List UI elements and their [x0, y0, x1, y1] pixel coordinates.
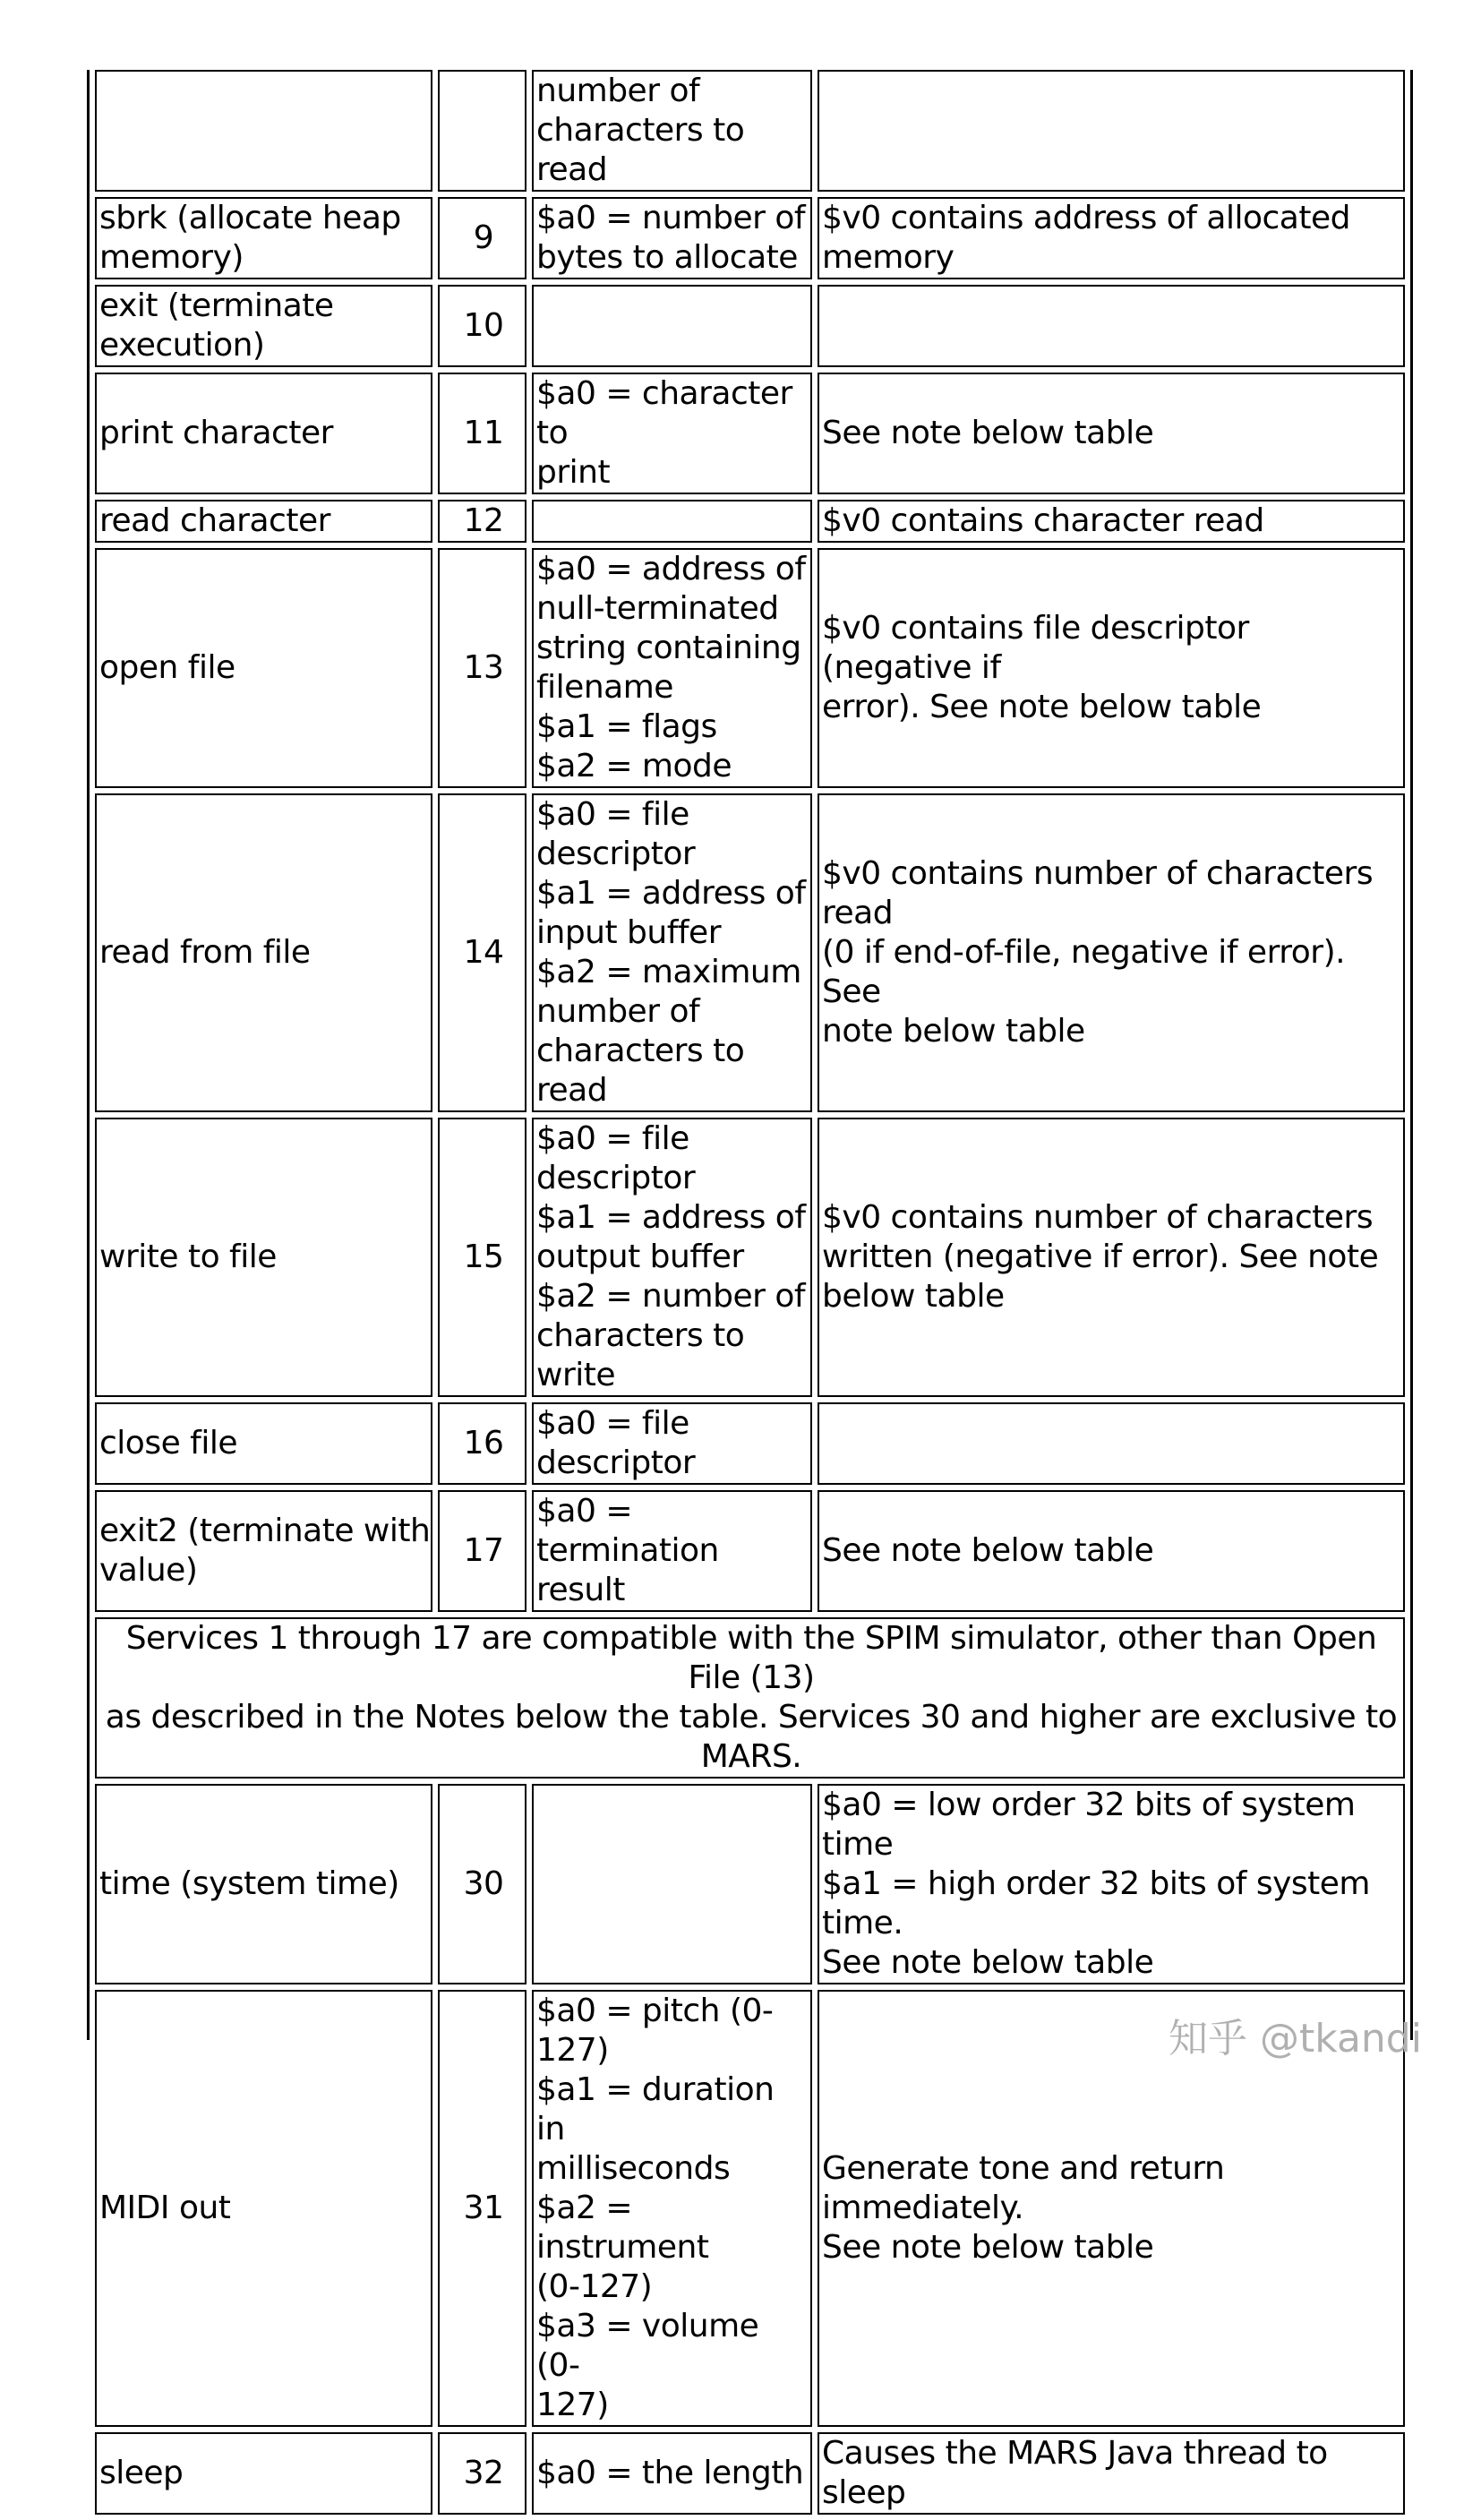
watermark-text: 知乎 @tkandi: [1169, 2016, 1422, 2061]
service-name-cell-line: write to file: [99, 1239, 277, 1275]
service-name-cell-line: value): [99, 1552, 198, 1589]
result-cell-line: $a1 = high order 32 bits of system time.: [822, 1865, 1370, 1941]
note-line: Services 1 through 17 are compatible with the SPIM simulator, other than Open File (13): [125, 1620, 1377, 1696]
arguments-cell-line: descriptor: [536, 1444, 696, 1481]
arguments-cell: [532, 1990, 812, 2427]
service-code-cell: 15: [438, 1118, 526, 1397]
service-name-cell-line: read character: [99, 502, 330, 539]
note-line: as described in the Notes below the table. Services 30 and higher are exclusive to MARS.: [105, 1699, 1398, 1775]
service-name-cell: [95, 373, 432, 494]
result-cell: [818, 1490, 1405, 1612]
syscall-row: [95, 1402, 1405, 1485]
arguments-cell-line: $a0 = pitch (0-: [536, 1993, 774, 2029]
syscall-row: [95, 2432, 1405, 2515]
arguments-cell-line: $a0 = file: [536, 1120, 689, 1157]
syscall-row: [95, 285, 1405, 367]
arguments-cell-line: (0-127): [536, 2268, 653, 2305]
syscall-table-body-bottom: [95, 1784, 1405, 2515]
service-name-cell-line: print character: [99, 415, 333, 451]
arguments-cell-line: input buffer: [536, 914, 722, 951]
arguments-cell: [532, 197, 812, 279]
result-cell-line: Generate tone and return immediately.: [822, 2150, 1225, 2226]
result-cell: [818, 70, 1405, 192]
arguments-cell-line: $a0 = file: [536, 796, 689, 833]
service-code-cell: 31: [438, 1990, 526, 2427]
result-cell-line: memory: [822, 239, 955, 276]
syscall-table-body-top: [95, 70, 1405, 1612]
arguments-cell-line: $a1 = flags: [536, 708, 717, 745]
arguments-cell-line: 127): [536, 2387, 609, 2423]
syscall-row: [95, 197, 1405, 279]
result-cell: [818, 373, 1405, 494]
result-cell: [818, 1118, 1405, 1397]
service-name-cell: [95, 197, 432, 279]
result-cell-line: written (negative if error). See note: [822, 1239, 1379, 1275]
service-name-cell: [95, 1402, 432, 1485]
compatibility-note-row: [95, 1617, 1405, 1779]
result-cell: [818, 793, 1405, 1112]
result-cell-line: See note below table: [822, 1532, 1154, 1569]
arguments-cell-line: milliseconds: [536, 2150, 731, 2187]
arguments-cell: [532, 70, 812, 192]
service-code-cell: 10: [438, 285, 526, 367]
result-cell: [818, 1402, 1405, 1485]
arguments-cell-line: $a2 = number of: [536, 1278, 806, 1315]
service-code-cell: [438, 70, 526, 192]
service-code-cell: 13: [438, 548, 526, 788]
arguments-cell-line: $a0 = character to: [536, 375, 792, 451]
arguments-cell: [532, 500, 812, 543]
syscall-table: [90, 64, 1410, 2520]
arguments-cell-line: characters to read: [536, 112, 745, 188]
arguments-cell-line: characters to write: [536, 1317, 745, 1393]
arguments-cell-line: $a2 = instrument: [536, 2190, 709, 2266]
result-cell: [818, 548, 1405, 788]
result-cell-line: (0 if end-of-file, negative if error). See: [822, 934, 1346, 1010]
service-name-cell-line: execution): [99, 327, 265, 364]
arguments-cell-line: characters to read: [536, 1033, 745, 1109]
arguments-cell-line: number of: [536, 993, 700, 1030]
service-name-cell-line: exit2 (terminate with: [99, 1513, 431, 1549]
service-name-cell: [95, 1784, 432, 1984]
arguments-cell-line: result: [536, 1572, 625, 1608]
result-cell-line: $v0 contains address of allocated: [822, 200, 1350, 236]
service-name-cell-line: MIDI out: [99, 2190, 231, 2226]
arguments-cell-line: $a2 = mode: [536, 748, 732, 784]
syscall-row: [95, 1784, 1405, 1984]
arguments-cell: [532, 1490, 812, 1612]
service-name-cell-line: exit (terminate: [99, 287, 334, 324]
service-name-cell: [95, 1118, 432, 1397]
arguments-cell: [532, 793, 812, 1112]
syscall-table-note: [95, 1617, 1405, 1779]
service-code-cell: 30: [438, 1784, 526, 1984]
result-cell-line: $v0 contains number of characters: [822, 1199, 1374, 1236]
syscall-row: [95, 793, 1405, 1112]
arguments-cell-line: bytes to allocate: [536, 239, 798, 276]
syscall-row: [95, 1490, 1405, 1612]
service-name-cell: [95, 1490, 432, 1612]
service-name-cell-line: open file: [99, 649, 235, 686]
arguments-cell-line: print: [536, 454, 611, 491]
service-name-cell: [95, 793, 432, 1112]
service-code-cell: 9: [438, 197, 526, 279]
arguments-cell-line: $a3 = volume (0-: [536, 2308, 759, 2384]
service-code-cell: 11: [438, 373, 526, 494]
service-name-cell: [95, 1990, 432, 2427]
result-cell: [818, 500, 1405, 543]
arguments-cell-line: $a0 = number of: [536, 200, 806, 236]
arguments-cell: [532, 548, 812, 788]
result-cell: [818, 1784, 1405, 1984]
arguments-cell-line: 127): [536, 2032, 609, 2069]
service-name-cell-line: read from file: [99, 934, 311, 971]
result-cell-line: $v0 contains character read: [822, 502, 1264, 539]
service-code-cell: 16: [438, 1402, 526, 1485]
service-code-cell: 12: [438, 500, 526, 543]
service-name-cell: [95, 500, 432, 543]
arguments-cell: [532, 373, 812, 494]
arguments-cell: [532, 1402, 812, 1485]
result-cell: [818, 197, 1405, 279]
result-cell-line: See note below table: [822, 2229, 1154, 2266]
arguments-cell: [532, 285, 812, 367]
result-cell-line: See note below table: [822, 1944, 1154, 1981]
arguments-cell-line: $a1 = duration in: [536, 2071, 775, 2147]
arguments-cell-line: $a2 = maximum: [536, 954, 801, 990]
arguments-cell-line: $a0 = termination: [536, 1493, 719, 1569]
result-cell-line: Causes the MARS Java thread to sleep: [822, 2435, 1328, 2511]
arguments-cell-line: $a1 = address of: [536, 875, 806, 912]
service-name-cell: [95, 548, 432, 788]
syscall-row: [95, 373, 1405, 494]
arguments-cell-line: filename: [536, 669, 673, 706]
result-cell-line: $v0 contains number of characters read: [822, 855, 1374, 931]
service-name-cell-line: sbrk (allocate heap: [99, 200, 401, 236]
arguments-cell-line: $a0 = file: [536, 1405, 689, 1442]
compatibility-note-cell: [95, 1617, 1405, 1779]
service-code-cell: 14: [438, 793, 526, 1112]
arguments-cell: [532, 1784, 812, 1984]
result-cell-line: error). See note below table: [822, 689, 1262, 725]
service-name-cell-line: time (system time): [99, 1865, 399, 1902]
arguments-cell-line: number of: [536, 73, 700, 109]
service-name-cell-line: memory): [99, 239, 244, 276]
result-cell-line: below table: [822, 1278, 1005, 1315]
result-cell-line: $a0 = low order 32 bits of system time: [822, 1787, 1356, 1863]
syscall-row: [95, 500, 1405, 543]
service-name-cell-line: sleep: [99, 2455, 184, 2491]
arguments-cell: [532, 1118, 812, 1397]
arguments-cell-line: descriptor: [536, 836, 696, 872]
result-cell-line: note below table: [822, 1013, 1085, 1050]
service-name-cell: [95, 285, 432, 367]
arguments-cell: [532, 2432, 812, 2515]
service-code-cell: 17: [438, 1490, 526, 1612]
arguments-cell-line: $a1 = address of: [536, 1199, 806, 1236]
result-cell-line: $v0 contains file descriptor (negative if: [822, 610, 1249, 686]
arguments-cell-line: output buffer: [536, 1239, 744, 1275]
service-name-cell-line: close file: [99, 1425, 237, 1461]
result-cell: [818, 2432, 1405, 2515]
arguments-cell-line: descriptor: [536, 1160, 696, 1196]
syscall-row: [95, 70, 1405, 192]
arguments-cell-line: null-terminated: [536, 590, 779, 627]
document-page: [87, 70, 1413, 2511]
result-cell-line: See note below table: [822, 415, 1154, 451]
arguments-cell-line: $a0 = the length: [536, 2455, 804, 2491]
syscall-row: [95, 548, 1405, 788]
arguments-cell-line: string containing: [536, 630, 801, 666]
service-name-cell: [95, 70, 432, 192]
service-code-cell: 32: [438, 2432, 526, 2515]
service-name-cell: [95, 2432, 432, 2515]
result-cell: [818, 285, 1405, 367]
arguments-cell-line: $a0 = address of: [536, 551, 806, 587]
syscall-row: [95, 1118, 1405, 1397]
